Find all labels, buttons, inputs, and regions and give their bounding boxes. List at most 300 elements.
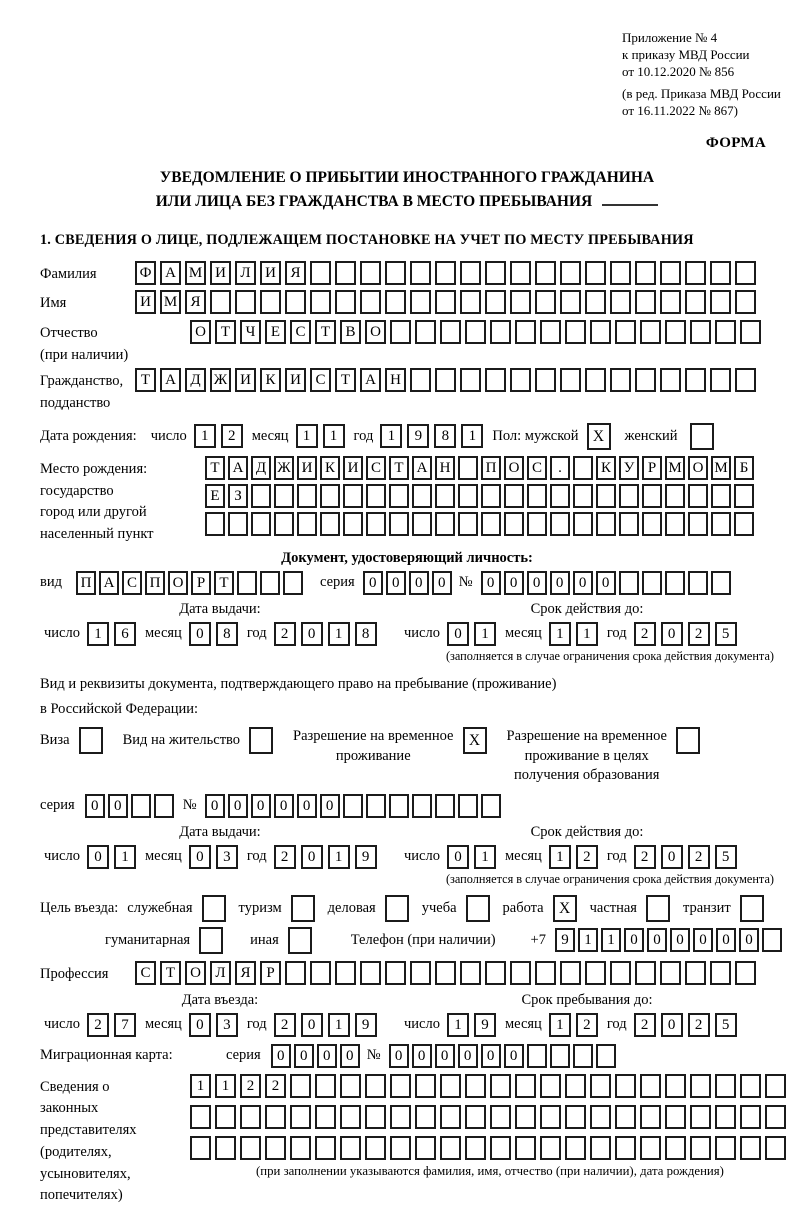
char-cell[interactable]: И: [285, 368, 306, 392]
char-cell[interactable]: [510, 961, 531, 985]
char-cell[interactable]: [385, 895, 409, 922]
char-cell[interactable]: [665, 512, 685, 536]
char-cell[interactable]: О: [185, 961, 206, 985]
char-cell[interactable]: [740, 320, 761, 344]
char-cell[interactable]: [485, 368, 506, 392]
char-cell[interactable]: [596, 1044, 616, 1068]
char-cell[interactable]: [310, 290, 331, 314]
char-cell[interactable]: [79, 727, 103, 754]
char-cell[interactable]: [688, 484, 708, 508]
char-cell[interactable]: Я: [185, 290, 206, 314]
char-cell[interactable]: М: [711, 456, 731, 480]
char-cell[interactable]: 0: [596, 571, 616, 595]
char-cell[interactable]: [573, 1044, 593, 1068]
char-cell[interactable]: 0: [432, 571, 452, 595]
char-cell[interactable]: 5: [715, 845, 737, 869]
char-cell[interactable]: [343, 484, 363, 508]
char-cell[interactable]: .: [550, 456, 570, 480]
char-cell[interactable]: [619, 571, 639, 595]
char-cell[interactable]: [251, 484, 271, 508]
char-cell[interactable]: С: [122, 571, 142, 595]
char-cell[interactable]: И: [343, 456, 363, 480]
char-cell[interactable]: X: [463, 727, 487, 754]
char-cell[interactable]: [715, 1074, 736, 1098]
char-cell[interactable]: [642, 571, 662, 595]
char-cell[interactable]: О: [168, 571, 188, 595]
char-cell[interactable]: 0: [189, 622, 211, 646]
char-cell[interactable]: [740, 1105, 761, 1129]
char-cell[interactable]: [215, 1105, 236, 1129]
char-cell[interactable]: [240, 1105, 261, 1129]
char-cell[interactable]: [550, 484, 570, 508]
char-cell[interactable]: [154, 794, 174, 818]
char-cell[interactable]: 9: [355, 1013, 377, 1037]
char-cell[interactable]: [685, 261, 706, 285]
char-cell[interactable]: [535, 290, 556, 314]
char-cell[interactable]: [131, 794, 151, 818]
char-cell[interactable]: 1: [549, 845, 571, 869]
char-cell[interactable]: [365, 1074, 386, 1098]
char-cell[interactable]: [389, 794, 409, 818]
char-cell[interactable]: [490, 1136, 511, 1160]
char-cell[interactable]: [690, 1105, 711, 1129]
char-cell[interactable]: [310, 261, 331, 285]
char-cell[interactable]: С: [527, 456, 547, 480]
char-cell[interactable]: 0: [363, 571, 383, 595]
char-cell[interactable]: [515, 1136, 536, 1160]
char-cell[interactable]: 2: [221, 424, 243, 448]
char-cell[interactable]: [285, 290, 306, 314]
char-cell[interactable]: У: [619, 456, 639, 480]
char-cell[interactable]: [465, 1105, 486, 1129]
char-cell[interactable]: 1: [215, 1074, 236, 1098]
char-cell[interactable]: [540, 320, 561, 344]
char-cell[interactable]: 0: [189, 1013, 211, 1037]
char-cell[interactable]: Е: [205, 484, 225, 508]
char-cell[interactable]: [710, 368, 731, 392]
char-cell[interactable]: [481, 512, 501, 536]
char-cell[interactable]: [335, 290, 356, 314]
char-cell[interactable]: [685, 368, 706, 392]
char-cell[interactable]: [390, 1136, 411, 1160]
char-cell[interactable]: [535, 368, 556, 392]
char-cell[interactable]: 0: [320, 794, 340, 818]
char-cell[interactable]: [565, 1136, 586, 1160]
char-cell[interactable]: [435, 961, 456, 985]
char-cell[interactable]: 1: [601, 928, 621, 952]
char-cell[interactable]: [412, 512, 432, 536]
char-cell[interactable]: 8: [355, 622, 377, 646]
char-cell[interactable]: 0: [294, 1044, 314, 1068]
char-cell[interactable]: 1: [576, 622, 598, 646]
char-cell[interactable]: 9: [355, 845, 377, 869]
char-cell[interactable]: [711, 512, 731, 536]
char-cell[interactable]: Я: [235, 961, 256, 985]
char-cell[interactable]: [665, 1105, 686, 1129]
char-cell[interactable]: [710, 290, 731, 314]
char-cell[interactable]: [642, 484, 662, 508]
char-cell[interactable]: [715, 1136, 736, 1160]
char-cell[interactable]: [365, 1105, 386, 1129]
char-cell[interactable]: 1: [114, 845, 136, 869]
char-cell[interactable]: [435, 794, 455, 818]
char-cell[interactable]: X: [587, 423, 611, 450]
char-cell[interactable]: [540, 1136, 561, 1160]
char-cell[interactable]: [635, 961, 656, 985]
char-cell[interactable]: [735, 261, 756, 285]
char-cell[interactable]: [765, 1105, 786, 1129]
char-cell[interactable]: [510, 368, 531, 392]
char-cell[interactable]: [685, 961, 706, 985]
char-cell[interactable]: [249, 727, 273, 754]
char-cell[interactable]: [540, 1074, 561, 1098]
char-cell[interactable]: С: [135, 961, 156, 985]
char-cell[interactable]: [665, 1074, 686, 1098]
char-cell[interactable]: [585, 961, 606, 985]
char-cell[interactable]: [540, 1105, 561, 1129]
char-cell[interactable]: 0: [87, 845, 109, 869]
char-cell[interactable]: 0: [504, 571, 524, 595]
char-cell[interactable]: [710, 261, 731, 285]
char-cell[interactable]: И: [260, 261, 281, 285]
char-cell[interactable]: [585, 290, 606, 314]
char-cell[interactable]: М: [160, 290, 181, 314]
char-cell[interactable]: 0: [458, 1044, 478, 1068]
char-cell[interactable]: 0: [409, 571, 429, 595]
char-cell[interactable]: 0: [647, 928, 667, 952]
char-cell[interactable]: [560, 368, 581, 392]
char-cell[interactable]: [265, 1105, 286, 1129]
char-cell[interactable]: 8: [216, 622, 238, 646]
char-cell[interactable]: [734, 512, 754, 536]
char-cell[interactable]: [458, 456, 478, 480]
char-cell[interactable]: [665, 320, 686, 344]
char-cell[interactable]: [235, 290, 256, 314]
char-cell[interactable]: [565, 1105, 586, 1129]
char-cell[interactable]: 2: [576, 845, 598, 869]
char-cell[interactable]: [665, 484, 685, 508]
char-cell[interactable]: 9: [474, 1013, 496, 1037]
char-cell[interactable]: [640, 320, 661, 344]
char-cell[interactable]: [260, 571, 280, 595]
char-cell[interactable]: Д: [185, 368, 206, 392]
char-cell[interactable]: [735, 290, 756, 314]
char-cell[interactable]: [435, 512, 455, 536]
char-cell[interactable]: [288, 927, 312, 954]
char-cell[interactable]: [415, 1074, 436, 1098]
char-cell[interactable]: [660, 961, 681, 985]
char-cell[interactable]: А: [160, 261, 181, 285]
char-cell[interactable]: [285, 961, 306, 985]
char-cell[interactable]: 0: [661, 1013, 683, 1037]
char-cell[interactable]: П: [481, 456, 501, 480]
char-cell[interactable]: [762, 928, 782, 952]
char-cell[interactable]: А: [99, 571, 119, 595]
char-cell[interactable]: [360, 290, 381, 314]
char-cell[interactable]: [490, 1074, 511, 1098]
char-cell[interactable]: 2: [688, 622, 710, 646]
char-cell[interactable]: О: [688, 456, 708, 480]
char-cell[interactable]: Ф: [135, 261, 156, 285]
char-cell[interactable]: [490, 320, 511, 344]
char-cell[interactable]: 7: [114, 1013, 136, 1037]
char-cell[interactable]: 0: [739, 928, 759, 952]
char-cell[interactable]: [260, 290, 281, 314]
char-cell[interactable]: [615, 320, 636, 344]
char-cell[interactable]: [711, 571, 731, 595]
char-cell[interactable]: 6: [114, 622, 136, 646]
char-cell[interactable]: [573, 512, 593, 536]
char-cell[interactable]: [535, 261, 556, 285]
char-cell[interactable]: 1: [549, 622, 571, 646]
char-cell[interactable]: [665, 1136, 686, 1160]
char-cell[interactable]: [435, 261, 456, 285]
char-cell[interactable]: [343, 512, 363, 536]
char-cell[interactable]: 0: [481, 571, 501, 595]
char-cell[interactable]: П: [145, 571, 165, 595]
char-cell[interactable]: [385, 290, 406, 314]
char-cell[interactable]: 0: [447, 622, 469, 646]
char-cell[interactable]: [385, 961, 406, 985]
char-cell[interactable]: А: [412, 456, 432, 480]
char-cell[interactable]: [465, 320, 486, 344]
char-cell[interactable]: [515, 1105, 536, 1129]
char-cell[interactable]: [390, 320, 411, 344]
char-cell[interactable]: [460, 961, 481, 985]
char-cell[interactable]: 3: [216, 1013, 238, 1037]
char-cell[interactable]: [458, 512, 478, 536]
char-cell[interactable]: [535, 961, 556, 985]
char-cell[interactable]: [466, 895, 490, 922]
char-cell[interactable]: [412, 484, 432, 508]
char-cell[interactable]: [560, 961, 581, 985]
char-cell[interactable]: [360, 961, 381, 985]
char-cell[interactable]: [190, 1105, 211, 1129]
char-cell[interactable]: С: [310, 368, 331, 392]
char-cell[interactable]: 0: [716, 928, 736, 952]
char-cell[interactable]: [573, 484, 593, 508]
char-cell[interactable]: 0: [550, 571, 570, 595]
char-cell[interactable]: [360, 261, 381, 285]
char-cell[interactable]: [635, 261, 656, 285]
char-cell[interactable]: [527, 484, 547, 508]
char-cell[interactable]: Н: [435, 456, 455, 480]
char-cell[interactable]: [390, 1105, 411, 1129]
char-cell[interactable]: М: [185, 261, 206, 285]
char-cell[interactable]: В: [340, 320, 361, 344]
char-cell[interactable]: [215, 1136, 236, 1160]
char-cell[interactable]: 0: [661, 845, 683, 869]
char-cell[interactable]: [315, 1136, 336, 1160]
char-cell[interactable]: [199, 927, 223, 954]
char-cell[interactable]: 1: [474, 622, 496, 646]
char-cell[interactable]: Р: [191, 571, 211, 595]
char-cell[interactable]: [202, 895, 226, 922]
char-cell[interactable]: [590, 1105, 611, 1129]
char-cell[interactable]: Ж: [274, 456, 294, 480]
char-cell[interactable]: [440, 1136, 461, 1160]
char-cell[interactable]: 0: [189, 845, 211, 869]
char-cell[interactable]: [596, 512, 616, 536]
char-cell[interactable]: [440, 1074, 461, 1098]
char-cell[interactable]: [366, 484, 386, 508]
char-cell[interactable]: 0: [573, 571, 593, 595]
char-cell[interactable]: 5: [715, 1013, 737, 1037]
char-cell[interactable]: [610, 961, 631, 985]
char-cell[interactable]: [690, 423, 714, 450]
char-cell[interactable]: [735, 961, 756, 985]
char-cell[interactable]: Т: [160, 961, 181, 985]
char-cell[interactable]: [550, 512, 570, 536]
char-cell[interactable]: 0: [624, 928, 644, 952]
char-cell[interactable]: [590, 320, 611, 344]
char-cell[interactable]: К: [260, 368, 281, 392]
char-cell[interactable]: [610, 261, 631, 285]
char-cell[interactable]: [460, 261, 481, 285]
char-cell[interactable]: [640, 1074, 661, 1098]
char-cell[interactable]: [335, 261, 356, 285]
char-cell[interactable]: [615, 1074, 636, 1098]
char-cell[interactable]: 1: [328, 1013, 350, 1037]
char-cell[interactable]: [390, 1074, 411, 1098]
char-cell[interactable]: 0: [301, 845, 323, 869]
char-cell[interactable]: 2: [265, 1074, 286, 1098]
char-cell[interactable]: О: [504, 456, 524, 480]
char-cell[interactable]: 0: [228, 794, 248, 818]
char-cell[interactable]: [765, 1136, 786, 1160]
char-cell[interactable]: [665, 571, 685, 595]
char-cell[interactable]: 0: [661, 622, 683, 646]
char-cell[interactable]: [510, 261, 531, 285]
char-cell[interactable]: [635, 368, 656, 392]
char-cell[interactable]: [237, 571, 257, 595]
char-cell[interactable]: 1: [474, 845, 496, 869]
char-cell[interactable]: 0: [481, 1044, 501, 1068]
char-cell[interactable]: [458, 484, 478, 508]
char-cell[interactable]: [290, 1105, 311, 1129]
char-cell[interactable]: [711, 484, 731, 508]
char-cell[interactable]: [366, 512, 386, 536]
char-cell[interactable]: [205, 512, 225, 536]
char-cell[interactable]: А: [160, 368, 181, 392]
char-cell[interactable]: 0: [108, 794, 128, 818]
char-cell[interactable]: 2: [576, 1013, 598, 1037]
char-cell[interactable]: 2: [688, 845, 710, 869]
char-cell[interactable]: 2: [274, 845, 296, 869]
char-cell[interactable]: [297, 512, 317, 536]
char-cell[interactable]: [642, 512, 662, 536]
char-cell[interactable]: [590, 1136, 611, 1160]
char-cell[interactable]: [365, 1136, 386, 1160]
char-cell[interactable]: И: [135, 290, 156, 314]
char-cell[interactable]: [619, 484, 639, 508]
char-cell[interactable]: С: [366, 456, 386, 480]
char-cell[interactable]: К: [596, 456, 616, 480]
char-cell[interactable]: С: [290, 320, 311, 344]
char-cell[interactable]: [251, 512, 271, 536]
char-cell[interactable]: [458, 794, 478, 818]
char-cell[interactable]: 0: [301, 1013, 323, 1037]
char-cell[interactable]: [389, 512, 409, 536]
char-cell[interactable]: [435, 290, 456, 314]
char-cell[interactable]: [640, 1105, 661, 1129]
char-cell[interactable]: [610, 290, 631, 314]
char-cell[interactable]: 0: [271, 1044, 291, 1068]
char-cell[interactable]: [410, 961, 431, 985]
char-cell[interactable]: А: [228, 456, 248, 480]
char-cell[interactable]: 9: [407, 424, 429, 448]
char-cell[interactable]: [688, 512, 708, 536]
char-cell[interactable]: А: [360, 368, 381, 392]
char-cell[interactable]: Т: [315, 320, 336, 344]
char-cell[interactable]: 0: [297, 794, 317, 818]
char-cell[interactable]: 8: [434, 424, 456, 448]
char-cell[interactable]: [190, 1136, 211, 1160]
char-cell[interactable]: X: [553, 895, 577, 922]
char-cell[interactable]: [676, 727, 700, 754]
char-cell[interactable]: [715, 320, 736, 344]
char-cell[interactable]: 0: [670, 928, 690, 952]
char-cell[interactable]: 0: [317, 1044, 337, 1068]
char-cell[interactable]: [274, 484, 294, 508]
char-cell[interactable]: [515, 320, 536, 344]
char-cell[interactable]: [481, 484, 501, 508]
char-cell[interactable]: К: [320, 456, 340, 480]
char-cell[interactable]: [740, 1136, 761, 1160]
char-cell[interactable]: [550, 1044, 570, 1068]
char-cell[interactable]: [366, 794, 386, 818]
char-cell[interactable]: 0: [447, 845, 469, 869]
char-cell[interactable]: [765, 1074, 786, 1098]
char-cell[interactable]: [340, 1105, 361, 1129]
char-cell[interactable]: [510, 290, 531, 314]
char-cell[interactable]: [460, 368, 481, 392]
char-cell[interactable]: [565, 1074, 586, 1098]
char-cell[interactable]: 0: [412, 1044, 432, 1068]
char-cell[interactable]: 1: [380, 424, 402, 448]
char-cell[interactable]: 2: [240, 1074, 261, 1098]
char-cell[interactable]: [646, 895, 670, 922]
char-cell[interactable]: [710, 961, 731, 985]
char-cell[interactable]: 1: [190, 1074, 211, 1098]
char-cell[interactable]: 1: [549, 1013, 571, 1037]
char-cell[interactable]: [610, 368, 631, 392]
char-cell[interactable]: [315, 1105, 336, 1129]
char-cell[interactable]: О: [190, 320, 211, 344]
char-cell[interactable]: 2: [87, 1013, 109, 1037]
char-cell[interactable]: Т: [335, 368, 356, 392]
char-cell[interactable]: [573, 456, 593, 480]
char-cell[interactable]: 1: [578, 928, 598, 952]
char-cell[interactable]: [335, 961, 356, 985]
char-cell[interactable]: [310, 961, 331, 985]
char-cell[interactable]: [481, 794, 501, 818]
char-cell[interactable]: 0: [340, 1044, 360, 1068]
char-cell[interactable]: З: [228, 484, 248, 508]
char-cell[interactable]: [690, 1136, 711, 1160]
char-cell[interactable]: [660, 290, 681, 314]
char-cell[interactable]: 0: [386, 571, 406, 595]
char-cell[interactable]: [290, 1136, 311, 1160]
char-cell[interactable]: [485, 261, 506, 285]
char-cell[interactable]: [389, 484, 409, 508]
char-cell[interactable]: [504, 484, 524, 508]
char-cell[interactable]: [527, 1044, 547, 1068]
char-cell[interactable]: [734, 484, 754, 508]
char-cell[interactable]: [585, 368, 606, 392]
char-cell[interactable]: [690, 320, 711, 344]
char-cell[interactable]: Ж: [210, 368, 231, 392]
